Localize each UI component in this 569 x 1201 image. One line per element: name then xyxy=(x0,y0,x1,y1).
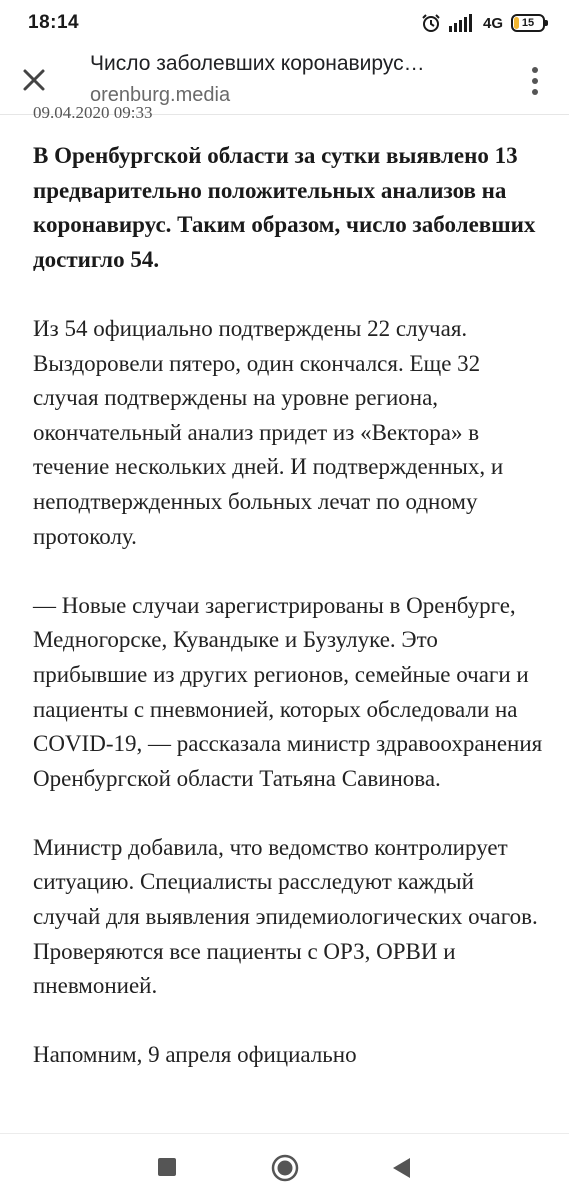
signal-icon xyxy=(449,14,475,32)
home-icon[interactable] xyxy=(271,1154,299,1182)
article-body xyxy=(33,139,543,1108)
back-icon[interactable] xyxy=(390,1156,412,1180)
status-time: 18:14 xyxy=(28,12,80,33)
page-domain: orenburg.media xyxy=(90,84,231,106)
article-date: 09.04.2020 09:33 xyxy=(33,103,153,122)
system-nav-bar xyxy=(0,1133,569,1201)
page-title: Число заболевших коронавирус… xyxy=(90,52,425,75)
article-paragraph: — Новые случаи зарегистрированы в Оренбурге, Медногорске, Кувандыке и Бузулуке. Это прибывшие из других регионов, семейные очаги и пациенты с пневмонией, которых обследовали на COVID-19, — рассказала министр здравоохранения Оренбургской области Татьяна Савинова. xyxy=(33,592,543,791)
article-paragraph: Напомним, 9 апреля официально xyxy=(33,1042,357,1068)
status-bar xyxy=(0,0,569,46)
recents-icon[interactable] xyxy=(158,1158,176,1176)
battery-level-fill xyxy=(514,17,519,29)
alarm-icon xyxy=(421,13,441,33)
article-content[interactable] xyxy=(0,103,569,1133)
status-icons xyxy=(421,13,545,33)
close-icon[interactable] xyxy=(20,66,48,94)
article-lead: В Оренбургской области за сутки выявлено 13 предварительно положительных анализов на коронавирус. Таким образом, число заболевших достигло 54. xyxy=(33,143,536,272)
battery-percent: 15 xyxy=(521,17,535,29)
article-paragraph: Министр добавила, что ведомство контролирует ситуацию. Специалисты расследуют каждый случай для выявления эпидемиологических очагов. Проверяются все пациенты с ОРЗ, ОРВИ и пневмонией. xyxy=(33,834,538,999)
more-vertical-icon[interactable] xyxy=(523,64,547,98)
battery-icon xyxy=(511,14,545,32)
article-paragraph: Из 54 официально подтверждены 22 случая. Выздоровели пятеро, один скончался. Еще 32 случая подтверждены на уровне региона, окончательный анализ придет из «Вектора» в течение нескольких дней. И подтвержденных, и неподтвержденных больных лечат по одному протоколу. xyxy=(33,315,504,549)
network-type: 4G xyxy=(482,14,503,32)
